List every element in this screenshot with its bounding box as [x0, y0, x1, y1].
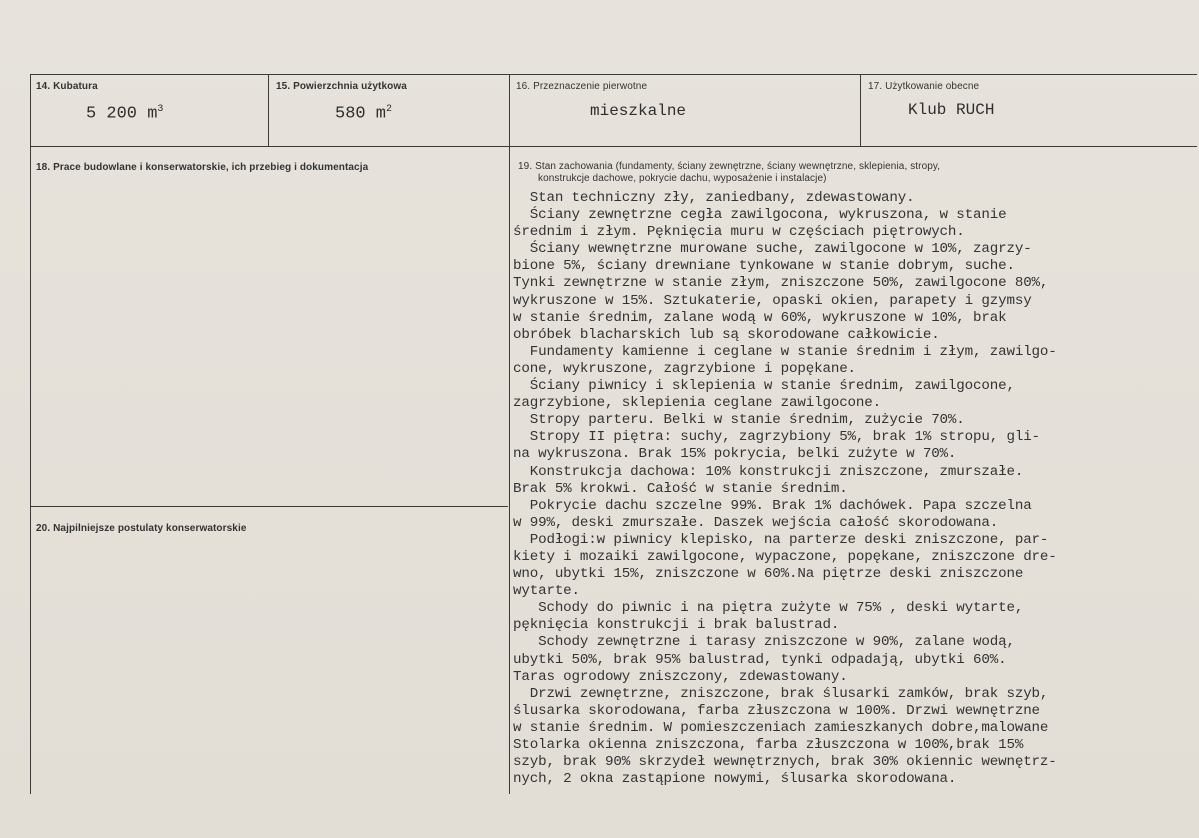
text-line: Schody do piwnic i na piętra zużyte w 75% , deski wytarte, — [513, 600, 1024, 617]
stan-zachowania-label-line1: 19. Stan zachowania (fundamenty, ściany zewnętrzne, ściany wewnętrzne, sklepienia, stropy, — [518, 161, 941, 172]
text-line: obróbek blacharskich lub są skorodowane całkowicie. — [513, 326, 940, 343]
text-line: wno, ubytki 15%, zniszczone w 60%.Na piętrze deski zniszczone — [513, 566, 1024, 583]
text-line: Fundamenty kamienne i ceglane w stanie średnim i złym, zawilgo- — [513, 343, 1057, 360]
text-line: Brak 5% krokwi. Całość w stanie średnim. — [513, 480, 848, 497]
text-line: pęknięcia konstrukcji i brak balustrad. — [513, 617, 840, 634]
text-line: Taras ogrodowy zniszczony, zdewastowany. — [513, 668, 848, 685]
text-line: Ściany piwnicy i sklepienia w stanie średnim, zawilgocone, — [513, 378, 1015, 395]
text-line: w stanie średnim, zalane wodą w 60%, wykruszone w 10%, brak — [513, 309, 1007, 326]
text-line: bione 5%, ściany drewniane tynkowane w stanie dobrym, suche. — [513, 258, 1015, 275]
stan-zachowania-text — [513, 190, 1197, 788]
text-line: Ściany wewnętrzne murowane suche, zawilgocone w 10%, zagrzy- — [513, 241, 1032, 258]
text-line: zagrzybione, sklepienia ceglane zawilgocone. — [513, 395, 882, 412]
kubatura-label: 14. Kubatura — [36, 81, 98, 92]
przeznaczenie-label: 16. Przeznaczenie pierwotne — [516, 81, 648, 92]
col-divider-1 — [268, 74, 269, 146]
text-line: Schody zewnętrzne i tarasy zniszczone w 90%, zalane wodą, — [513, 634, 1015, 651]
powierzchnia-label: 15. Powierzchnia użytkowa — [276, 81, 407, 92]
text-line: średnim i złym. Pęknięcia muru w częściach piętrowych. — [513, 224, 965, 241]
left-border — [30, 74, 31, 794]
col-divider-3 — [860, 74, 861, 146]
powierzchnia-exponent: 2 — [386, 104, 393, 115]
text-line: Stropy II piętra: suchy, zagrzybiony 5%, brak 1% stropu, gli- — [513, 429, 1040, 446]
text-line: Drzwi zewnętrzne, zniszczone, brak ślusarki zamków, brak szyb, — [513, 685, 1049, 702]
przeznaczenie-value: mieszkalne — [590, 102, 687, 120]
text-line: szyb, brak 90% skrzydeł wewnętrznych, brak 30% okiennic wewnętrz- — [513, 754, 1057, 771]
kubatura-number: 5 200 m — [86, 104, 158, 124]
text-line: Podłogi:w piwnicy klepisko, na parterze deski zniszczone, par- — [513, 531, 1049, 548]
text-line: Ściany zewnętrzne cegła zawilgocona, wykruszona, w stanie — [513, 207, 1007, 224]
text-line: w 99%, deski zmurszałe. Daszek wejścia całość skorodowana. — [513, 514, 999, 531]
row1-bottom-border — [30, 146, 1197, 147]
uzytkowanie-label: 17. Użytkowanie obecne — [868, 81, 980, 92]
text-line: wytarte. — [513, 583, 580, 600]
text-line: Stolarka okienna zniszczona, farba złuszczona w 100%,brak 15% — [513, 737, 1024, 753]
text-line: ubytki 50%, brak 95% balustrad, tynki odpadają, ubytki 60%. — [513, 651, 1007, 668]
text-line: kiety i mozaiki zawilgocone, wypaczone, popękane, zniszczone dre- — [513, 548, 1057, 565]
section18-bottom-border — [30, 506, 508, 507]
text-line: nych, 2 okna zastąpione nowymi, ślusarka skorodowana. — [513, 771, 957, 788]
postulaty-label: 20. Najpilniejsze postulaty konserwatorskie — [36, 523, 247, 534]
top-border — [30, 74, 1197, 75]
uzytkowanie-value: Klub RUCH — [908, 101, 995, 119]
kubatura-exponent: 3 — [157, 104, 164, 115]
text-line: Pokrycie dachu szczelne 99%. Brak 1% dachówek. Papa szczelna — [513, 497, 1032, 514]
text-line: Stan techniczny zły, zaniedbany, zdewastowany. — [513, 190, 915, 206]
text-line: w stanie średnim. W pomieszczeniach zamieszkanych dobre,malowane — [513, 719, 1049, 736]
text-line: Konstrukcja dachowa: 10% konstrukcji zniszczone, zmurszałe. — [513, 463, 1024, 480]
stan-zachowania-label-line2: konstrukcje dachowe, pokrycie dachu, wyposażenie i instalacje) — [538, 173, 827, 184]
text-line: ślusarka skorodowana, farba złuszczona w 100%. Drzwi wewnętrzne — [513, 702, 1040, 719]
text-line: Stropy parteru. Belki w stanie średnim, zużycie 70%. — [513, 412, 965, 429]
text-line: cone, wykruszone, zagrzybione i popękane. — [513, 360, 856, 377]
text-line: na wykruszona. Brak 15% pokrycia, belki zużyte w 70%. — [513, 446, 957, 463]
powierzchnia-value — [335, 104, 392, 124]
powierzchnia-number: 580 m — [335, 104, 387, 124]
kubatura-value — [86, 104, 163, 124]
col-divider-2 — [509, 74, 510, 794]
prace-budowlane-label: 18. Prace budowlane i konserwatorskie, ich przebieg i dokumentacja — [36, 162, 369, 173]
text-line: Tynki zewnętrzne w stanie złym, zniszczone 50%, zawilgocone 80%, — [513, 275, 1049, 292]
text-line: wykruszone w 15%. Sztukaterie, opaski okien, parapety i gzymsy — [513, 292, 1032, 309]
